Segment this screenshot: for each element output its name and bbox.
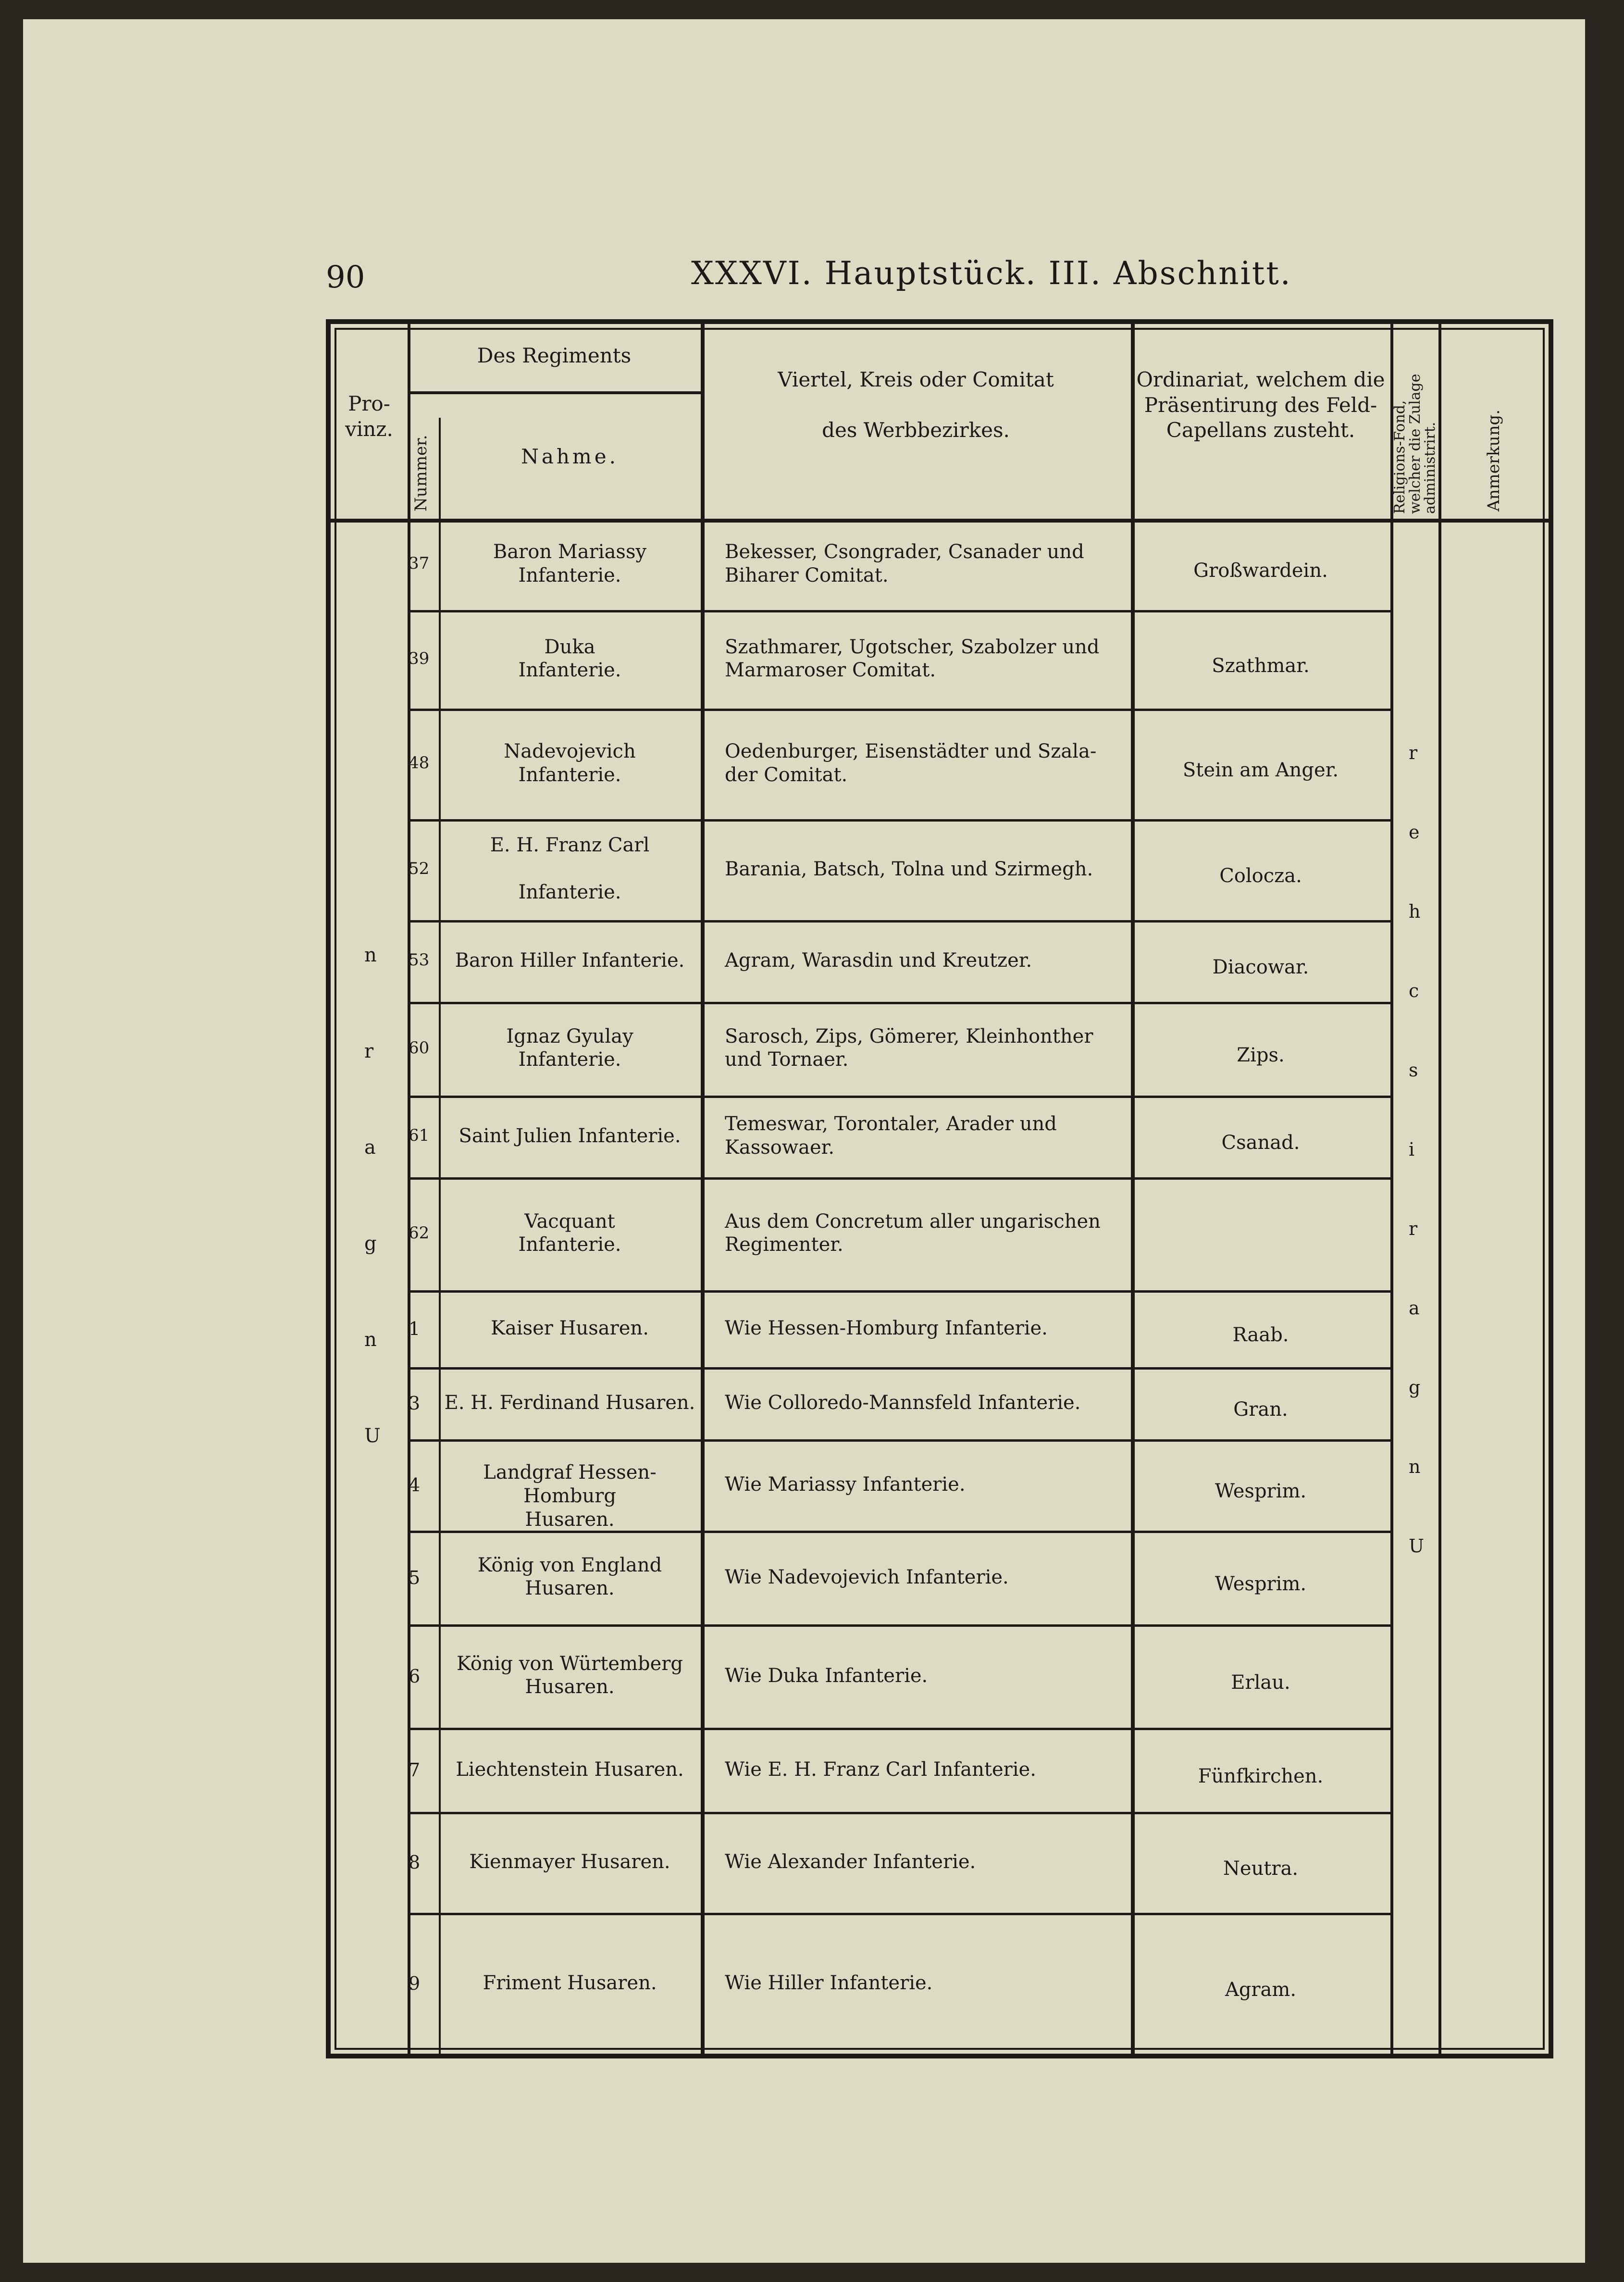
province-letter: n	[364, 944, 377, 966]
row-rule	[408, 1624, 1390, 1627]
religions-fond-letter: s	[1409, 1060, 1418, 1081]
row-werbbezirk: Wie Duka Infanterie.	[725, 1664, 928, 1687]
row-rule	[408, 1367, 1390, 1370]
row-rule	[408, 1439, 1390, 1442]
row-nummer: 9	[409, 1972, 421, 1994]
row-ordinariat: Wesprim.	[1215, 1572, 1307, 1595]
row-rule	[408, 1913, 1390, 1915]
header-religions-fond: Religions-Fond, welcher die Zulage administrirt.	[1391, 374, 1438, 514]
row-nummer: 8	[409, 1852, 421, 1873]
column-rule	[1131, 324, 1135, 2054]
province-letter: n	[364, 1329, 377, 1351]
row-nummer: 39	[409, 648, 430, 668]
column-rule	[701, 324, 705, 2054]
column-rule	[1390, 324, 1393, 2054]
row-nummer: 5	[409, 1567, 421, 1588]
province-letter: U	[364, 1425, 381, 1447]
row-nahme: Duka Infanterie.	[518, 636, 621, 682]
row-nummer: 4	[409, 1474, 421, 1496]
row-nummer: 53	[409, 950, 430, 970]
header-nummer: Nummer.	[411, 435, 431, 511]
row-nahme: Saint Julien Infanterie.	[459, 1125, 681, 1147]
row-nahme: König von Würtemberg Husaren.	[457, 1652, 683, 1698]
regiment-table	[326, 319, 1553, 2058]
header-nahme: Nahme.	[521, 445, 619, 468]
row-ordinariat: Szathmar.	[1212, 654, 1310, 677]
province-letter: g	[364, 1233, 377, 1255]
row-nahme: E. H. Franz Carl Infanterie.	[490, 834, 650, 903]
row-rule	[408, 610, 1390, 612]
header-ordinariat: Ordinariat, welchem die Präsentirung des Feld- Capellans zusteht.	[1136, 368, 1385, 442]
province-letter: r	[364, 1040, 374, 1062]
row-rule	[408, 1177, 1390, 1180]
row-nummer: 61	[409, 1126, 430, 1145]
row-nahme: Vacquant Infanterie.	[518, 1210, 621, 1256]
row-rule	[408, 920, 1390, 923]
row-nummer: 1	[409, 1318, 421, 1339]
row-rule	[408, 1096, 1390, 1098]
row-ordinariat: Agram.	[1225, 1978, 1297, 2001]
row-rule	[408, 1728, 1390, 1730]
row-nahme: Friment Husaren.	[483, 1971, 657, 1994]
row-werbbezirk: Szathmarer, Ugotscher, Szabolzer und Marmaroser Comitat.	[725, 636, 1100, 682]
row-nummer: 62	[409, 1223, 430, 1243]
row-ordinariat: Gran.	[1233, 1398, 1288, 1421]
row-werbbezirk: Oedenburger, Eisenstädter und Szala- der Comitat.	[725, 740, 1097, 786]
row-ordinariat: Raab.	[1232, 1324, 1289, 1346]
religions-fond-letter: c	[1409, 980, 1419, 1001]
header-provinz: Pro- vinz.	[345, 392, 393, 441]
religions-fond-letter: r	[1409, 1218, 1418, 1239]
religions-fond-letter: h	[1409, 901, 1421, 922]
row-ordinariat: Fünfkirchen.	[1198, 1765, 1324, 1787]
religions-fond-letter: i	[1409, 1139, 1415, 1160]
row-nummer: 6	[409, 1665, 421, 1687]
row-nummer: 48	[409, 753, 430, 773]
religions-fond-letter: g	[1409, 1377, 1421, 1398]
row-werbbezirk: Wie Hessen-Homburg Infanterie.	[725, 1317, 1048, 1339]
religions-fond-letter: e	[1409, 822, 1420, 843]
religions-fond-letter: n	[1409, 1456, 1421, 1477]
row-werbbezirk: Aus dem Concretum aller ungarischen Regimenter.	[725, 1210, 1101, 1256]
row-nummer: 3	[409, 1393, 421, 1414]
row-werbbezirk: Agram, Warasdin und Kreutzer.	[725, 949, 1032, 972]
row-nahme: König von England Husaren.	[477, 1554, 662, 1600]
column-rule	[1438, 324, 1441, 2054]
row-nahme: Kaiser Husaren.	[491, 1317, 649, 1339]
row-rule	[408, 1812, 1390, 1814]
religions-fond-letter: U	[1409, 1535, 1425, 1557]
row-ordinariat: Zips.	[1237, 1044, 1285, 1066]
row-ordinariat: Colocza.	[1219, 865, 1302, 887]
row-nummer: 37	[409, 554, 430, 573]
row-rule	[408, 709, 1390, 711]
row-werbbezirk: Wie Hiller Infanterie.	[725, 1971, 933, 1994]
header-rule	[408, 391, 701, 394]
row-werbbezirk: Wie Nadevojevich Infanterie.	[725, 1566, 1009, 1588]
religions-fond-letter: a	[1409, 1297, 1420, 1319]
row-rule	[408, 819, 1390, 822]
row-nummer: 52	[409, 859, 430, 878]
row-werbbezirk: Bekesser, Csongrader, Csanader und Biharer Comitat.	[725, 541, 1084, 586]
row-nahme: Ignaz Gyulay Infanterie.	[506, 1025, 633, 1071]
row-nahme: Nadevojevich Infanterie.	[504, 740, 636, 786]
header-viertel: Viertel, Kreis oder Comitat des Werbbezirkes.	[778, 368, 1054, 442]
row-werbbezirk: Sarosch, Zips, Gömerer, Kleinhonther und Tornaer.	[725, 1025, 1093, 1071]
row-nahme: Landgraf Hessen-Homburg Husaren.	[483, 1461, 657, 1531]
row-nahme: Baron Hiller Infanterie.	[455, 949, 685, 972]
row-nummer: 60	[409, 1038, 430, 1058]
row-rule	[408, 1002, 1390, 1004]
row-nahme: Kienmayer Husaren.	[469, 1851, 670, 1873]
row-ordinariat: Stein am Anger.	[1182, 759, 1339, 781]
row-rule	[408, 1290, 1390, 1293]
header-bottom-rule	[331, 519, 1549, 523]
row-ordinariat: Csanad.	[1221, 1132, 1300, 1154]
row-ordinariat: Großwardein.	[1193, 560, 1328, 582]
header-regiments: Des Regiments	[477, 344, 632, 367]
row-nahme: E. H. Ferdinand Husaren.	[444, 1392, 695, 1414]
document-page	[23, 19, 1585, 2263]
row-nummer: 7	[409, 1759, 421, 1781]
row-nahme: Baron Mariassy Infanterie.	[493, 541, 647, 586]
row-ordinariat: Wesprim.	[1215, 1480, 1307, 1502]
row-werbbezirk: Temeswar, Torontaler, Arader und Kassowaer.	[725, 1113, 1057, 1159]
header-anmerkung: Anmerkung.	[1484, 409, 1503, 511]
province-letter: a	[364, 1136, 376, 1159]
row-werbbezirk: Barania, Batsch, Tolna und Szirmegh.	[725, 858, 1093, 880]
page-number: 90	[326, 260, 365, 295]
religions-fond-letter: r	[1409, 742, 1418, 763]
row-ordinariat: Diacowar.	[1212, 956, 1309, 978]
column-rule	[439, 418, 441, 2054]
row-nahme: Liechtenstein Husaren.	[456, 1758, 684, 1781]
row-ordinariat: Erlau.	[1231, 1671, 1290, 1694]
row-werbbezirk: Wie Colloredo-Mannsfeld Infanterie.	[725, 1392, 1081, 1414]
running-head: XXXVI. Hauptstück. III. Abschnitt.	[691, 255, 1292, 292]
row-werbbezirk: Wie Mariassy Infanterie.	[725, 1473, 966, 1496]
row-werbbezirk: Wie Alexander Infanterie.	[725, 1851, 976, 1873]
column-rule	[408, 324, 410, 2054]
row-werbbezirk: Wie E. H. Franz Carl Infanterie.	[725, 1758, 1036, 1781]
row-ordinariat: Neutra.	[1223, 1858, 1299, 1880]
